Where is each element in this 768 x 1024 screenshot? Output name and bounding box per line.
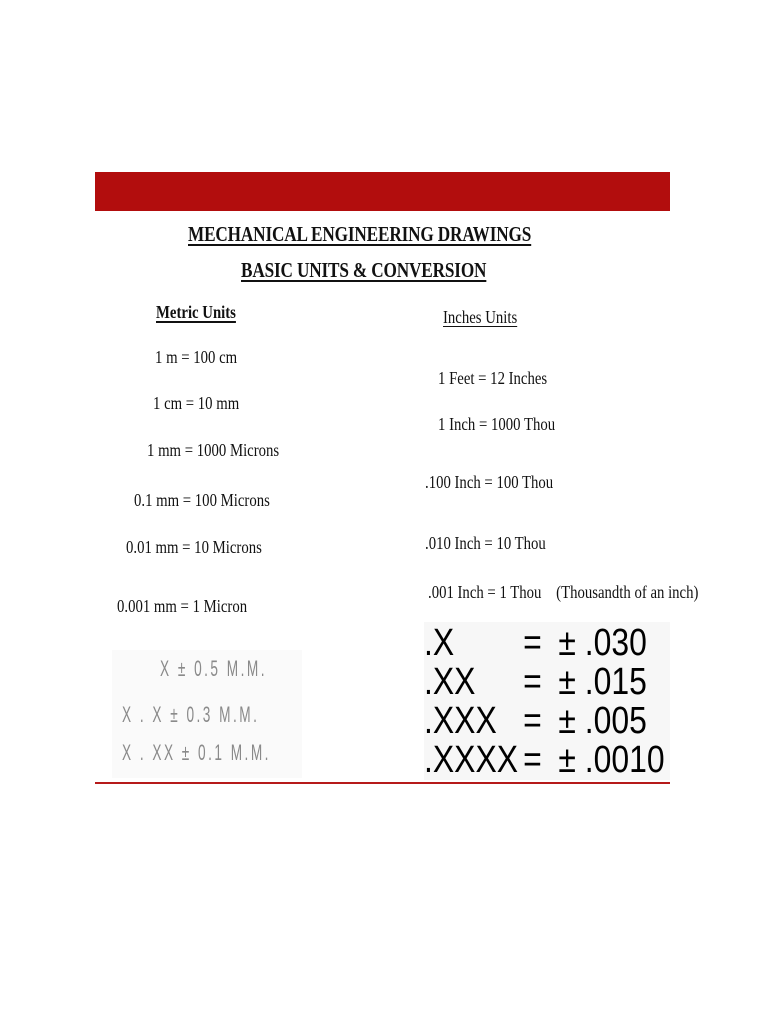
inch-tolerance-row [424, 702, 647, 740]
tolerance-value: ± .0010 [558, 739, 665, 781]
page-title: MECHANICAL ENGINEERING DRAWINGS [188, 222, 532, 246]
inches-line: 1 Inch = 1000 Thou [438, 414, 556, 434]
inch-tolerance-row [424, 624, 647, 662]
tolerance-equals: = [523, 661, 542, 703]
metric-line: 1 mm = 1000 Microns [147, 440, 280, 460]
tolerance-equals: = [523, 739, 542, 781]
inches-line: .001 Inch = 1 Thou (Thousandth of an inch) [428, 582, 699, 602]
metric-line: 0.001 mm = 1 Micron [117, 596, 248, 616]
inch-tolerance-block [424, 622, 670, 780]
page-subtitle: BASIC UNITS & CONVERSION [241, 258, 487, 282]
metric-units-heading: Metric Units [156, 302, 236, 322]
metric-line: 0.01 mm = 10 Microns [126, 537, 262, 557]
header-band [95, 172, 670, 211]
inches-line: .100 Inch = 100 Thou [425, 472, 554, 492]
inch-tolerance-row [424, 663, 647, 701]
tolerance-code: .XXX [424, 700, 497, 742]
bottom-divider [95, 782, 670, 784]
metric-line: 1 cm = 10 mm [153, 393, 240, 413]
inches-units-heading: Inches Units [443, 307, 518, 327]
tolerance-equals: = [523, 700, 542, 742]
metric-line: 1 m = 100 cm [155, 347, 238, 367]
tolerance-code: .X [424, 622, 455, 664]
tolerance-code: .XX [424, 661, 476, 703]
tolerance-value: ± .015 [558, 661, 647, 703]
tolerance-value: ± .005 [558, 700, 647, 742]
tolerance-equals: = [523, 622, 542, 664]
tolerance-code: .XXXX [424, 739, 519, 781]
metric-line: 0.1 mm = 100 Microns [134, 490, 270, 510]
tolerance-value: ± .030 [558, 622, 647, 664]
inches-line: .010 Inch = 10 Thou [425, 533, 546, 553]
metric-tolerance-line: X ± 0.5 M.M. [160, 656, 267, 681]
metric-tolerance-line: X . X ± 0.3 M.M. [122, 702, 260, 727]
metric-tolerance-line: X . XX ± 0.1 M.M. [122, 740, 271, 765]
inch-tolerance-row [424, 741, 665, 779]
metric-tolerance-block [112, 650, 302, 778]
inches-line: 1 Feet = 12 Inches [438, 368, 548, 388]
